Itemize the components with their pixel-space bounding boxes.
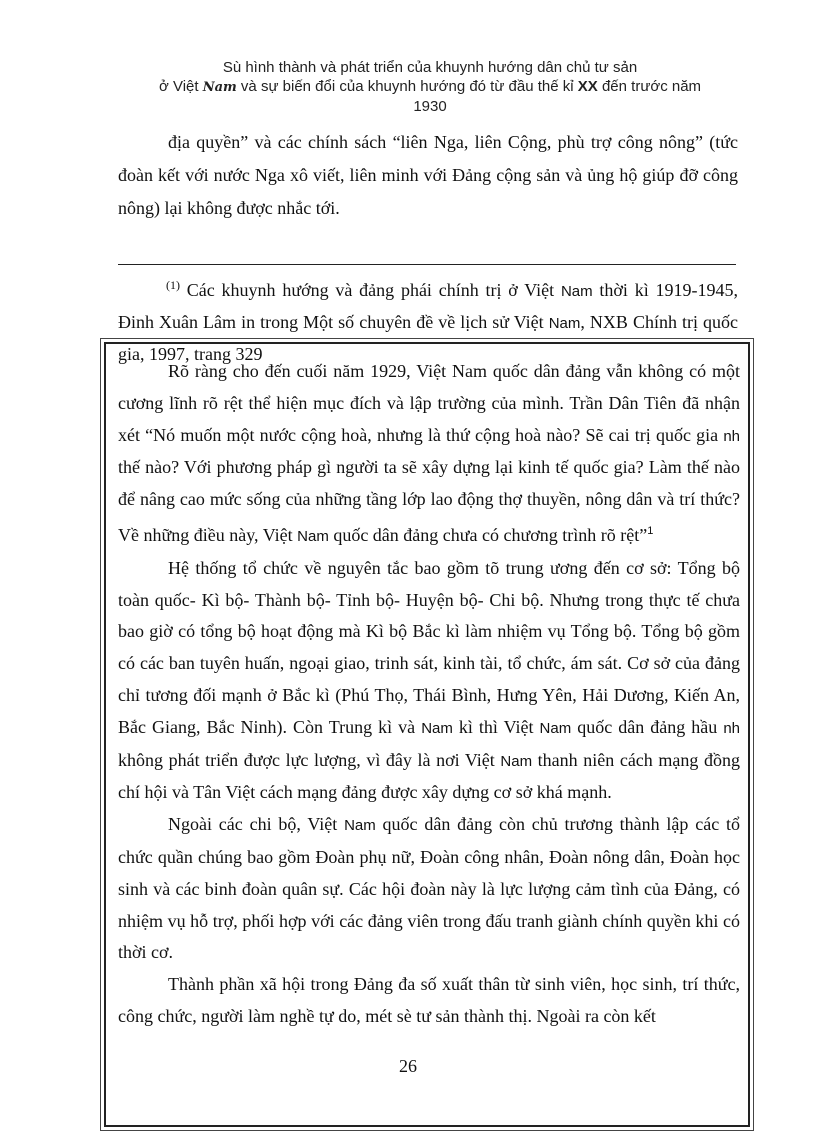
continued-paragraph: địa quyền” và các chính sách “liên Nga, liên Cộng, phù trợ công nông” (tức đoàn kết với nước Nga xô viết, liên minh với Đảng cộng sản và ủng hộ giúp đỡ công nông) lại không được nhắc tới. [118,132,738,218]
page-number: 26 [399,1056,417,1076]
paragraph-4: Thành phần xã hội trong Đảng đa số xuất thân từ sinh viên, học sinh, trí thức, công chức, người làm nghề tự do, mét sè tư sản thành thị. Ngoài ra còn kết [118,974,740,1026]
header-line-3: 1930 [413,98,447,115]
header-line-2: ở Việt Nam và sự biến đổi của khuynh hướng đó từ đầu thế kỉ XX đến trước năm [158,78,702,95]
paragraph-2: Hệ thống tổ chức về nguyên tắc bao gồm tõ trung ương đến cơ sở: Tổng bộ toàn quốc- Kì bộ- Thành bộ- Tỉnh bộ- Huyện bộ- Chi bộ. Nhưng trong thực tế chưa bao giờ có tổng bộ hoạt động mà Kì bộ Bắc kì làm nhiệm vụ Tổng bộ. Tổng bộ gồm có các ban tuyên huấn, ngoại giao, trinh sát, kinh tài, tổ chức, ám sát. Cơ sở của đảng chỉ tương đối mạnh ở Bắc kì (Phú Thọ, Thái Bình, Hưng Yên, Hải Dương, Kiến An, Bắc Giang, Bắc Ninh). Còn Trung kì và Nam kì thì Việt Nam quốc dân đảng hầu nh không phát triển được lực lượng, vì đây là nơi Việt Nam thanh niên cách mạng đồng chí hội và Tân Việt cách mạng đảng được xây dựng cơ sở khá mạnh. [118,557,740,803]
header-line-1: Sù hình thành và phát triển của khuynh hướng dân chủ tư sản [222,59,638,76]
footnote-divider [118,264,736,265]
footnote: $^{(1)}$ Các khuynh hướng và đảng phái chính trị ở Việt Nam thời kì 1919-1945, Đinh Xuân Lâm in trong Một số chuyên đề về lịch sử Việt Nam, NXB Chính trị quốc gia, 1997, trang 329 [118,278,738,364]
footnote-marker: (1) [166,278,180,292]
running-header [120,58,740,116]
paragraph-3: Ngoài các chi bộ, Việt Nam quốc dân đảng còn chủ trương thành lập các tổ chức quần chúng bao gồm Đoàn phụ nữ, Đoàn công nhân, Đoàn nông dân, Đoàn học sinh và các binh đoàn quân sự. Các hội đoàn này là lực lượng cảm tình của Đảng, có nhiệm vụ hỗ trợ, phối hợp với các đảng viên trong đấu tranh giành chính quyền khi có thời cơ. [118,814,740,963]
paragraph-1: Rõ ràng cho đến cuối năm 1929, Việt Nam quốc dân đảng vẫn không có một cương lĩnh rõ rệt thể hiện mục đích và lập trường của mình. Trần Dân Tiên đã nhận xét “Nó muốn một nước cộng hoà, nhưng là thứ cộng hoà nào? Sẽ cai trị quốc gia nh thế nào? Với phương pháp gì người ta sẽ xây dựng lại kinh tế quốc gia? Làm thế nào để nâng cao mức sống của những tầng lớp lao động thợ thuyền, nông dân và trí thức? Về những điều này, Việt Nam quốc dân đảng chưa có chương trình rõ rệt”$^1$ [118,361,740,545]
main-text [118,356,740,1033]
